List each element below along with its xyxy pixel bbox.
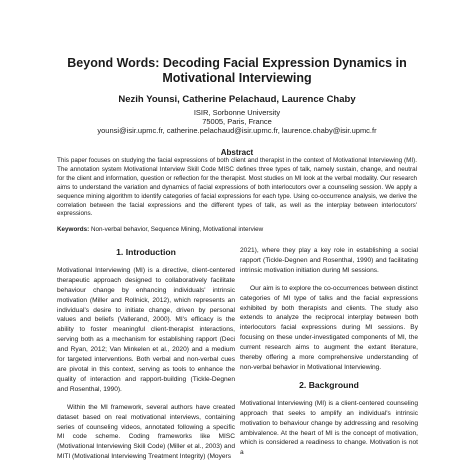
- affiliation-line: ISIR, Sorbonne University: [193, 108, 281, 117]
- intro-paragraph: Within the MI framework, several authors have created dataset based on real motivational interviews, containing series of counseling videos, annotated following a specific MI code scheme. Coding frameworks like MISC (Motivational Interviewing Skill Code) (Miller et al., 2003) and MITI (Motivational Interviewing Treatment Integrity) (Moyers: [57, 403, 235, 461]
- left-column: [57, 246, 235, 470]
- intro-paragraph: Our aim is to explore the co-occurrences between distinct categories of MI type of talks and the facial expressions exhibited by both therapists and clients. The study also extends to analyze the reciprocal interplay between both interlocutors facial expressions during MI sessions. By focusing on these under-investigated components of MI, the current research aims to augment the extant literature, thereby offering a more comprehensive understanding of non-verbal behavior in Motivational Interviewing.: [240, 284, 418, 371]
- keywords: [57, 226, 417, 234]
- introduction-heading: 1. Introduction: [116, 247, 176, 257]
- abstract-text: This paper focuses on studying the facial expressions of both client and therapist in the context of Motivational Interviewing (MI). The annotation system Motivational Interview Skill Code MISC defines three types of talk, namely sustain, change, and neutral for the client and information, question or reflection for the therapist. Most studies on MI look at the verbal modality. Our research aims to understand the variation and dynamics of facial expressions of both interlocutors over a counseling session. We apply a sequence mining algorithm to identify categories of facial expressions for each type. Using co-occurrence analysis, we derive the correlation between the facial expressions and the different types of talk, as well as the interplay between interlocutors' expressions.: [57, 157, 417, 218]
- background-heading: 2. Background: [299, 379, 359, 390]
- intro-paragraph: Motivational Interviewing (MI) is a directive, client-centered therapeutic approach designed to collaboratively facilitate behaviour change by enhancing individuals' intrinsic motivation (Miller and Rollnick, 2012), which represents an individual's desire to initiate change, driven by personal values and beliefs (Vallerand, 2000). MI's efficacy is the ability to foster meaningful client-therapist interactions, serving both as a mechanism for establishing rapport (Deci and Ryan, 2012; Van Minkelen et al., 2020) and a medium for targeted interventions. Both verbal and non-verbal cues are pivotal in this context, serving as tools to enhance the quality of interaction and rapport-building (Tickle-Degnen and Rosenthal, 1990).: [57, 266, 235, 393]
- background-paragraph: Motivational Interviewing (MI) is a client-centered counseling approach that seeks to amplify an individual's intrinsic motivation to behaviour change by addressing and resolving ambivalence. At the heart of MI is the concept of motivation, which is considered a readiness to change. Motivation is not a: [240, 399, 418, 457]
- author-emails: younsi@isir.upmc.fr, catherine.pelachaud@isir.upmc.fr, laurence.chaby@isir.upmc.fr: [97, 126, 377, 135]
- right-column: [240, 246, 418, 466]
- paper-authors: Nezih Younsi, Catherine Pelachaud, Laurence Chaby: [118, 94, 356, 105]
- keywords-label: Keywords:: [57, 226, 90, 233]
- affiliation-line: 75005, Paris, France: [202, 117, 272, 126]
- paper-title: Beyond Words: Decoding Facial Expression Dynamics in Motivational Interviewing: [67, 56, 407, 85]
- keywords-text: Non-verbal behavior, Sequence Mining, Motivational interview: [90, 226, 264, 233]
- intro-paragraph: 2021), where they play a key role in establishing a social rapport (Tickle-Degnen and Rosenthal, 1990) and facilitating intrinsic motivation initiation during MI sessions.: [240, 247, 418, 274]
- abstract-heading: Abstract: [220, 148, 254, 157]
